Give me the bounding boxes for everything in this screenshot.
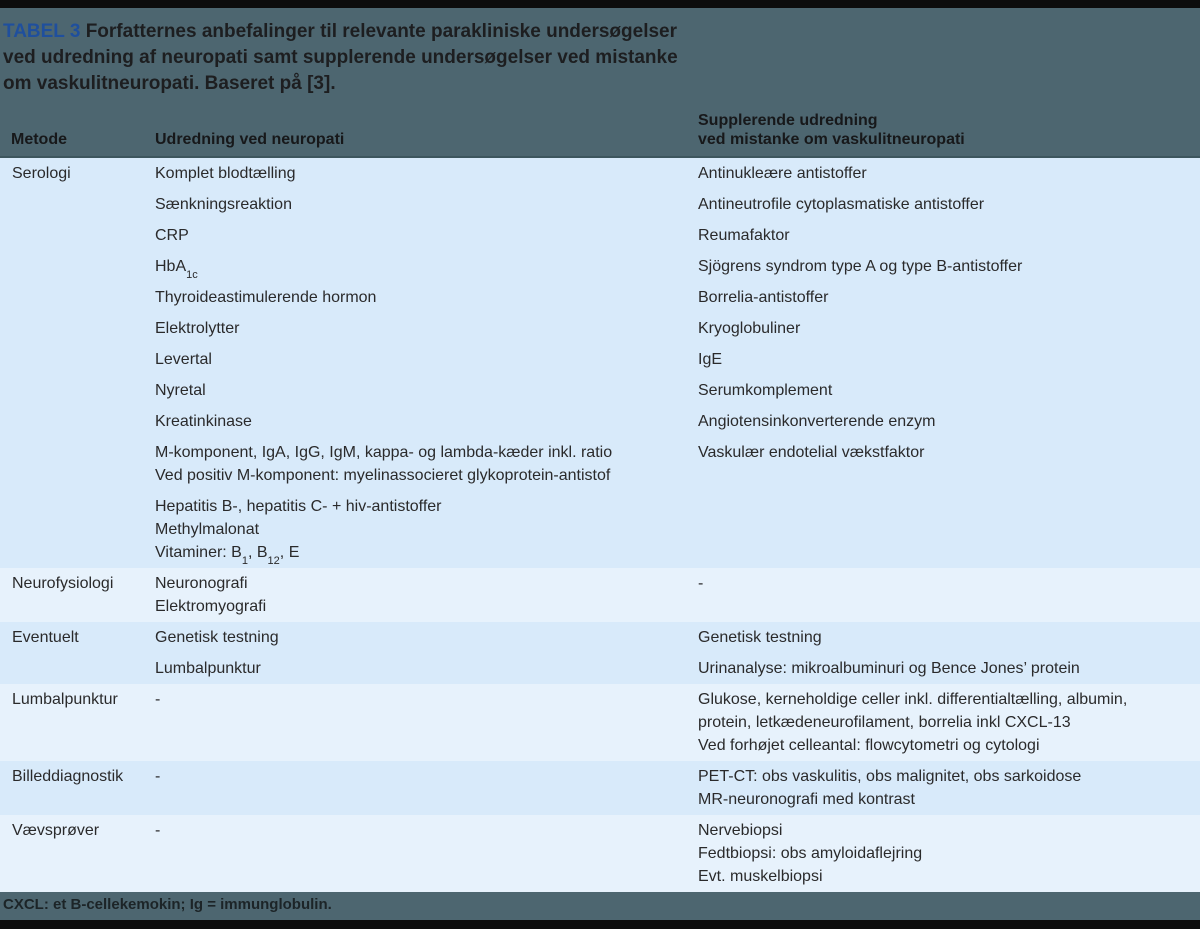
method-label: Serologi: [12, 165, 71, 182]
column-header-supplerende: [698, 111, 1200, 149]
table-row: [0, 251, 1200, 282]
cell-line: -: [155, 768, 161, 785]
neuropati-cell: [155, 572, 698, 618]
neuropati-cell: [155, 626, 698, 649]
cell-line: Kryoglobuliner: [698, 320, 801, 337]
cell-line: Ved forhøjet celleantal: flowcytometri og cytologi: [698, 737, 1040, 754]
vaskulit-cell: [698, 348, 1200, 371]
neuropati-cell: [155, 441, 698, 487]
cell-line: Antineutrofile cytoplasmatiske antistoffer: [698, 196, 985, 213]
neuropati-cell: [155, 495, 698, 568]
vaskulit-cell: [698, 819, 1200, 888]
caption-text: Forfatternes anbefalinger til relevante parakliniske undersøgelser ved udredning af neuropati samt supplerende undersøgelser ved mistanke om vaskulitneuropati. Baseret på [3].: [3, 21, 678, 94]
cell-line: Lumbalpunktur: [155, 660, 261, 677]
method-cell: [0, 819, 155, 888]
method-cell: [0, 379, 155, 402]
vaskulit-cell: [698, 765, 1200, 811]
cell-line: Borrelia-antistoffer: [698, 289, 829, 306]
vaskulit-cell: [698, 688, 1200, 757]
vaskulit-cell: [698, 224, 1200, 247]
cell-line: Glukose, kerneholdige celler inkl. differentialtælling, albumin,: [698, 691, 1128, 708]
cell-line: Reumafaktor: [698, 227, 790, 244]
vaskulit-cell: [698, 193, 1200, 216]
cell-line: Genetisk testning: [698, 629, 822, 646]
method-cell: [0, 224, 155, 247]
cell-line: Serumkomplement: [698, 382, 833, 399]
top-border-bar: [0, 0, 1200, 8]
column-header-udredning: Udredning ved neuropati: [155, 131, 345, 148]
neuropati-cell: [155, 162, 698, 185]
cell-line: PET-CT: obs vaskulitis, obs malignitet, obs sarkoidose: [698, 768, 1082, 785]
method-cell: [0, 162, 155, 185]
cell-line: Elektrolytter: [155, 320, 240, 337]
neuropati-cell: [155, 765, 698, 811]
table-section: [0, 684, 1200, 761]
cell-line: Ved positiv M-komponent: myelinassocieret glykoprotein-antistof: [155, 467, 611, 484]
table-row: [0, 815, 1200, 892]
cell-line: Genetisk testning: [155, 629, 279, 646]
vaskulit-cell: [698, 162, 1200, 185]
method-cell: [0, 441, 155, 487]
cell-line: CRP: [155, 227, 189, 244]
cell-line: HbA$_{1c}$: [155, 258, 198, 282]
cell-line: Urinanalyse: mikroalbuminuri og Bence Jones’ protein: [698, 660, 1080, 677]
vaskulit-cell: [698, 441, 1200, 487]
method-cell: [0, 626, 155, 649]
table-row: [0, 406, 1200, 437]
cell-line: Nyretal: [155, 382, 206, 399]
method-label: Vævsprøver: [12, 822, 100, 839]
method-cell: [0, 255, 155, 278]
table-section: [0, 761, 1200, 815]
vaskulit-cell: [698, 317, 1200, 340]
table-row: [0, 491, 1200, 568]
cell-line: Nervebiopsi: [698, 822, 783, 839]
neuropati-cell: [155, 819, 698, 888]
table-section: [0, 815, 1200, 892]
method-cell: [0, 286, 155, 309]
cell-line: Sjögrens syndrom type A og type B-antistoffer: [698, 258, 1023, 275]
neuropati-cell: [155, 379, 698, 402]
neuropati-cell: [155, 410, 698, 433]
cell-line: Kreatinkinase: [155, 413, 252, 430]
table-section: [0, 568, 1200, 622]
method-cell: [0, 317, 155, 340]
table-row: [0, 189, 1200, 220]
neuropati-cell: [155, 255, 698, 282]
cell-line: Hepatitis B-, hepatitis C- + hiv-antistoffer: [155, 498, 442, 515]
vaskulit-cell: [698, 286, 1200, 309]
neuropati-cell: [155, 657, 698, 680]
table-row: [0, 653, 1200, 684]
table-section: [0, 158, 1200, 568]
cell-line: Antinukleære antistoffer: [698, 165, 867, 182]
table-row: [0, 761, 1200, 815]
cell-line: IgE: [698, 351, 723, 368]
vaskulit-cell: [698, 495, 1200, 564]
table-row: [0, 568, 1200, 622]
cell-line: Sænkningsreaktion: [155, 196, 292, 213]
method-cell: [0, 572, 155, 618]
cell-line: Levertal: [155, 351, 212, 368]
column-header-row: [0, 111, 1200, 158]
cell-line: protein, letkædeneurofilament, borrelia inkl CXCL-13: [698, 714, 1071, 731]
method-label: Lumbalpunktur: [12, 691, 118, 708]
vaskulit-cell: [698, 657, 1200, 680]
neuropati-cell: [155, 224, 698, 247]
neuropati-cell: [155, 688, 698, 757]
table-footnote: [0, 892, 1200, 920]
bottom-border-bar: [0, 920, 1200, 929]
method-label: Eventuelt: [12, 629, 79, 646]
table-row: [0, 313, 1200, 344]
neuropati-cell: [155, 348, 698, 371]
method-cell: [0, 765, 155, 811]
method-cell: [0, 495, 155, 564]
table-row: [0, 220, 1200, 251]
cell-line: Elektromyografi: [155, 598, 267, 615]
column-header-metode: Metode: [11, 131, 67, 148]
vaskulit-cell: [698, 626, 1200, 649]
vaskulit-cell: [698, 410, 1200, 433]
cell-line: MR-neuronografi med kontrast: [698, 791, 915, 808]
cell-line: Thyroideastimulerende hormon: [155, 289, 377, 306]
table-row: [0, 684, 1200, 761]
cell-line: M-komponent, IgA, IgG, IgM, kappa- og lambda-kæder inkl. ratio: [155, 444, 613, 461]
vaskulit-cell: [698, 379, 1200, 402]
cell-line: Methylmalonat: [155, 521, 260, 538]
neuropati-cell: [155, 193, 698, 216]
method-label: Neurofysiologi: [12, 575, 114, 592]
neuropati-cell: [155, 286, 698, 309]
method-cell: [0, 348, 155, 371]
table-row: [0, 375, 1200, 406]
cell-line: -: [155, 822, 161, 839]
table-row: [0, 158, 1200, 189]
vaskulit-cell: [698, 255, 1200, 278]
cell-line: Vaskulær endotelial vækstfaktor: [698, 444, 925, 461]
table-body: [0, 158, 1200, 892]
cell-line: Angiotensinkonverterende enzym: [698, 413, 936, 430]
footnote-text: CXCL: et B-cellekemokin; Ig = immunglobulin.: [3, 896, 332, 913]
method-cell: [0, 688, 155, 757]
method-label: Billeddiagnostik: [12, 768, 124, 785]
neuropati-cell: [155, 317, 698, 340]
vaskulit-cell: [698, 572, 1200, 618]
cell-line: Komplet blodtælling: [155, 165, 296, 182]
method-cell: [0, 657, 155, 680]
cell-line: Vitaminer: $B_1$, $B_{12}$, E: [155, 544, 300, 568]
cell-line: -: [155, 691, 161, 708]
cell-line: -: [698, 575, 704, 592]
method-cell: [0, 193, 155, 216]
cell-line: Neuronografi: [155, 575, 248, 592]
method-cell: [0, 410, 155, 433]
table-caption: [0, 8, 743, 97]
table-label: TABEL 3: [3, 21, 81, 42]
table-row: [0, 437, 1200, 491]
column-header-line-1: Supplerende udredning: [698, 112, 878, 129]
cell-line: Evt. muskelbiopsi: [698, 868, 823, 885]
table-section: [0, 622, 1200, 684]
table-row: [0, 622, 1200, 653]
table-row: [0, 282, 1200, 313]
table-row: [0, 344, 1200, 375]
cell-line: Fedtbiopsi: obs amyloidaflejring: [698, 845, 923, 862]
column-header-line-2: ved mistanke om vaskulitneuropati: [698, 131, 965, 148]
